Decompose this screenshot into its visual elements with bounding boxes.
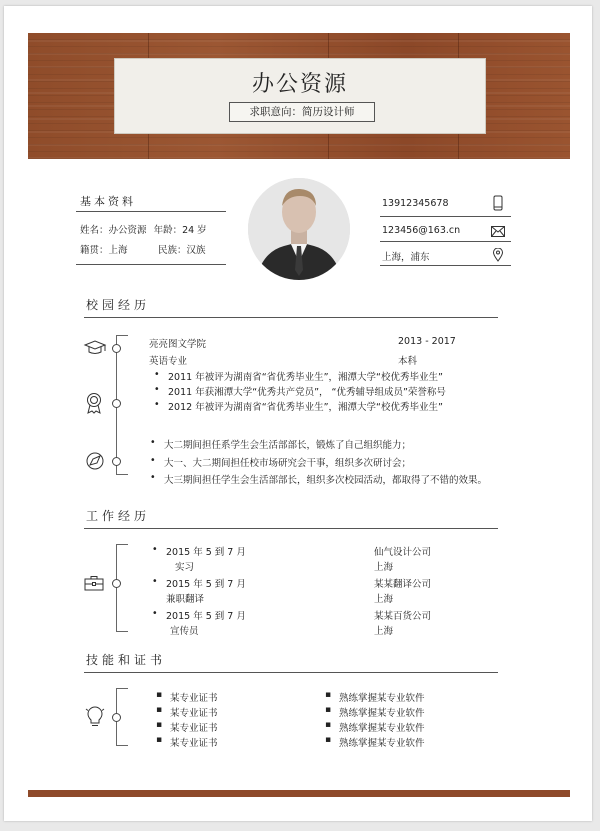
software-item: ▪ 熟练掌握某专业软件: [339, 690, 425, 704]
job-city: 上海: [374, 626, 394, 637]
major: 英语专业: [149, 356, 188, 367]
lightbulb-icon: [85, 706, 105, 728]
work-timeline: [116, 544, 117, 632]
origin-row: 籍贯：上海: [80, 245, 128, 256]
cert-item: ▪ 某专业证书: [170, 690, 218, 704]
ethnicity-row: 民族：汉族: [158, 245, 206, 256]
software-item: ▪ 熟练掌握某专业软件: [339, 735, 425, 749]
work-title: 工作经历: [86, 509, 151, 523]
job-period: • 2015 年 5 到 7 月: [166, 544, 246, 558]
software-item: ▪ 熟练掌握某专业软件: [339, 705, 425, 719]
address: 上海，浦东: [382, 252, 430, 263]
job-company: 某某百货公司: [374, 611, 432, 622]
skills-title: 技能和证书: [86, 653, 167, 667]
campus-title: 校园经历: [86, 298, 151, 312]
header-banner: [28, 33, 570, 159]
cert-item: ▪ 某专业证书: [170, 705, 218, 719]
job-period: • 2015 年 5 到 7 月: [166, 576, 246, 590]
job-period: • 2015 年 5 到 7 月: [166, 608, 246, 622]
basic-divider-bottom: [76, 264, 226, 265]
honor-item: • 2012 年被评为湖南省“省优秀毕业生”，湘潭大学“校优秀毕业生”: [168, 399, 443, 413]
cert-item: ▪ 某专业证书: [170, 720, 218, 734]
candidate-name: 办公资源: [251, 72, 348, 97]
job-company: 某某翻译公司: [374, 579, 432, 590]
phone-icon: [493, 195, 503, 211]
job-role: 兼职翻译: [166, 594, 205, 605]
compass-icon: [85, 451, 105, 471]
honor-item: • 2011 年获湘潭大学“优秀共产党员”， “优秀辅导组成员”荣誉称号: [168, 384, 446, 398]
cert-item: ▪ 某专业证书: [170, 735, 218, 749]
job-role: 实习: [175, 562, 195, 573]
basic-divider: [76, 211, 226, 212]
contact-divider-1: [380, 216, 511, 217]
software-item: ▪ 熟练掌握某专业软件: [339, 720, 425, 734]
graduation-cap-icon: [83, 340, 107, 356]
profile-photo: [248, 178, 350, 280]
job-city: 上海: [374, 594, 394, 605]
work-divider: [84, 528, 498, 529]
school-name: 亮亮图文学院: [149, 339, 207, 350]
location-icon: [493, 248, 503, 262]
briefcase-icon: [84, 575, 104, 591]
award-icon: [85, 392, 103, 414]
activity-item: • 大三期间担任学生会生活部部长，组织多次校园活动，都取得了不错的效果。: [164, 472, 487, 486]
activity-item: • 大一、大二期间担任校市场研究会干事，组织多次研讨会；: [164, 455, 411, 469]
job-role: 宣传员: [170, 626, 199, 637]
mail-icon: [491, 226, 505, 237]
honor-item: • 2011 年被评为湖南省“省优秀毕业生”，湘潭大学“校优秀毕业生”: [168, 369, 443, 383]
name-row: 姓名：办公资源 年龄：24 岁: [80, 225, 207, 236]
school-years: 2013 - 2017: [398, 336, 456, 347]
campus-divider: [84, 317, 498, 318]
email-address: 123456@163.cn: [382, 225, 461, 236]
title-box: [114, 58, 486, 134]
job-city: 上海: [374, 562, 394, 573]
job-company: 仙气设计公司: [374, 547, 432, 558]
contact-divider-3: [380, 265, 511, 266]
contact-divider-2: [380, 241, 511, 242]
skills-divider: [84, 672, 498, 673]
degree: 本科: [398, 356, 418, 367]
footer-bar: [28, 790, 570, 797]
activity-item: • 大二期间担任系学生会生活部部长，锻炼了自己组织能力；: [164, 437, 411, 451]
basic-info-title: 基本资料: [80, 195, 136, 208]
job-intent: 求职意向：简历设计师: [229, 102, 375, 122]
phone-number: 13912345678: [382, 198, 449, 209]
